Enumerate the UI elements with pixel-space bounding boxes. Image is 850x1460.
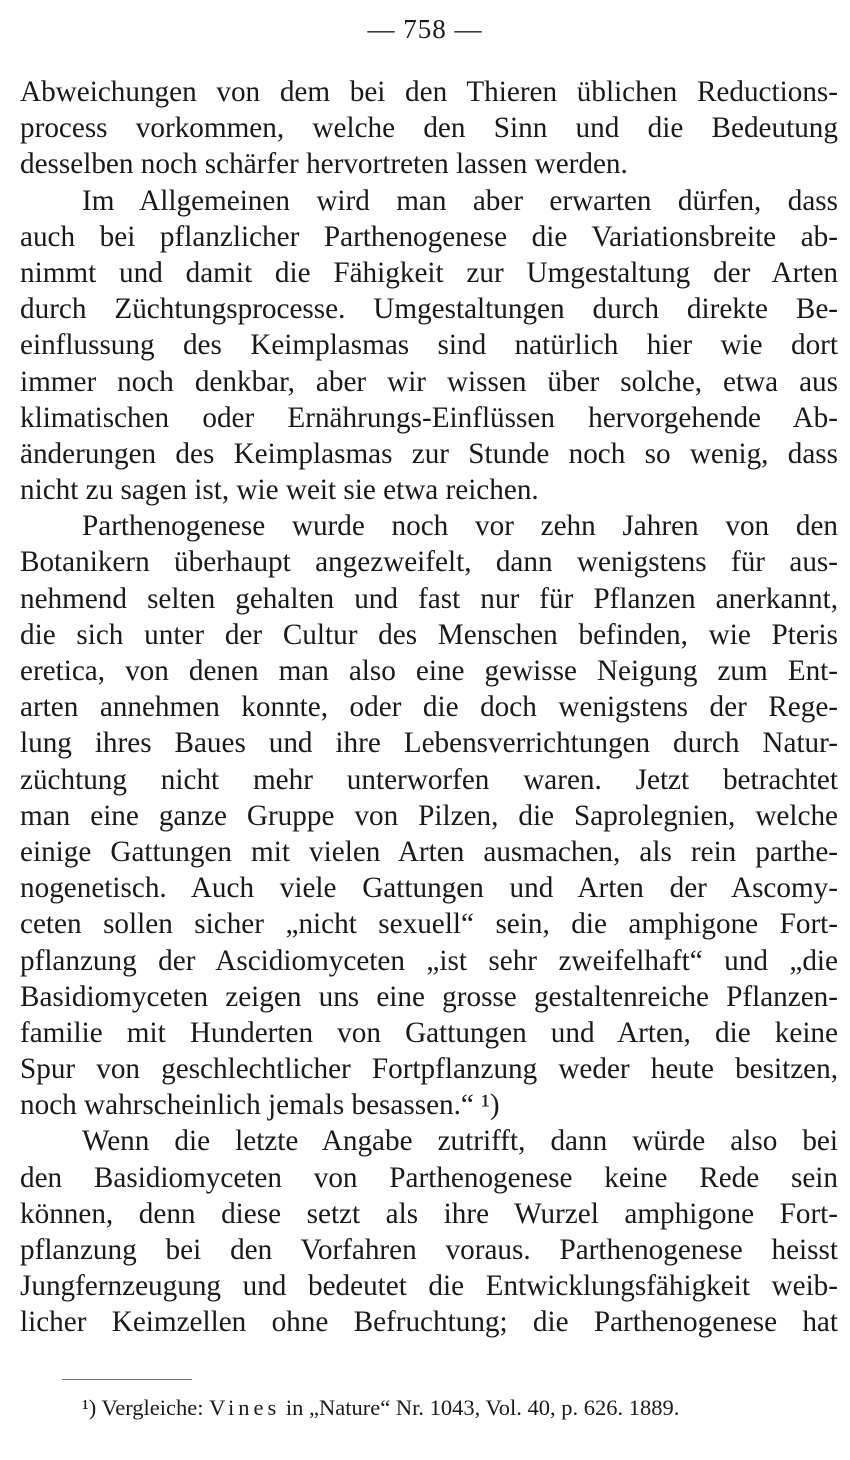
text-line: Abweichungen von dem bei den Thieren üblichen Reductions- <box>20 76 838 108</box>
text-line: klimatischen oder Ernährungs-Einflüssen hervorgehende Ab- <box>20 401 838 434</box>
text-line: Jungfernzeugung und bedeutet die Entwicklungsfähigkeit weib- <box>20 1270 838 1303</box>
footnote-divider <box>62 1379 192 1380</box>
text-line: züchtung nicht mehr unterworfen waren. Jetzt betrachtet <box>20 763 838 796</box>
text-line: ceten sollen sicher „nicht sexuell“ sein, die amphigone Fort- <box>20 908 838 941</box>
text-line: immer noch denkbar, aber wir wissen über solche, etwa aus <box>20 365 838 398</box>
text-line: auch bei pflanzlicher Parthenogenese die Variationsbreite ab- <box>20 220 838 253</box>
text-line: Basidiomyceten zeigen uns eine grosse gestaltenreiche Pflanzen- <box>20 980 838 1013</box>
text-line: nehmend selten gehalten und fast nur für Pflanzen anerkannt, <box>20 582 838 615</box>
text-line: pflanzung der Ascidiomyceten „ist sehr zweifelhaft“ und „die <box>20 944 838 977</box>
text-line: nogenetisch. Auch viele Gattungen und Arten der Ascomy- <box>20 872 838 905</box>
footnote-citation: in „Nature“ Nr. 1043, Vol. 40, p. 626. 1889. <box>285 1395 680 1420</box>
text-line: Im Allgemeinen wird man aber erwarten dürfen, dass <box>82 184 838 217</box>
text-line: nicht zu sagen ist, wie weit sie etwa reichen. <box>20 474 539 507</box>
footnote-author: Vines <box>209 1395 281 1420</box>
footnote-marker: ¹) <box>82 1395 97 1420</box>
text-line: änderungen des Keimplasmas zur Stunde noch so wenig, dass <box>20 437 838 470</box>
body-text <box>20 74 838 1341</box>
text-line: Parthenogenese wurde noch vor zehn Jahren von den <box>82 510 838 543</box>
text-line: Spur von geschlechtlicher Fortpflanzung weder heute besitzen, <box>20 1053 838 1086</box>
text-line: arten annehmen konnte, oder die doch wenigstens der Rege- <box>20 691 838 724</box>
footnote-prefix: Vergleiche: <box>101 1395 204 1420</box>
text-line: desselben noch schärfer hervortreten lassen werden. <box>20 148 628 181</box>
text-line: licher Keimzellen ohne Befruchtung; die Parthenogenese hat <box>20 1306 838 1339</box>
text-line: eretica, von denen man also eine gewisse Neigung zum Ent- <box>20 655 838 687</box>
text-line: Wenn die letzte Angabe zutrifft, dann würde also bei <box>82 1125 838 1158</box>
text-line: durch Züchtungsprocesse. Umgestaltungen durch direkte Be- <box>20 293 838 326</box>
text-line: können, denn diese setzt als ihre Wurzel amphigone Fort- <box>20 1197 838 1230</box>
text-line: die sich unter der Cultur des Menschen befinden, wie Pteris <box>20 618 838 651</box>
text-line: den Basidiomyceten von Parthenogenese keine Rede sein <box>20 1161 838 1194</box>
text-line: familie mit Hunderten von Gattungen und Arten, die keine <box>20 1016 838 1049</box>
text-line: Botanikern überhaupt angezweifelt, dann wenigstens für aus- <box>20 546 838 579</box>
text-line: noch wahrscheinlich jemals besassen.“ ¹) <box>20 1089 500 1122</box>
footnote <box>82 1394 842 1422</box>
text-line: lung ihres Baues und ihre Lebensverrichtungen durch Natur- <box>20 727 838 760</box>
text-line: einige Gattungen mit vielen Arten ausmachen, als rein parthe- <box>20 835 838 868</box>
text-line: einflussung des Keimplasmas sind natürlich hier wie dort <box>20 329 838 362</box>
text-line: pflanzung bei den Vorfahren voraus. Parthenogenese heisst <box>20 1234 838 1266</box>
page-number: — 758 — <box>367 14 483 44</box>
text-line: man eine ganze Gruppe von Pilzen, die Saprolegnien, welche <box>20 799 838 832</box>
text-line: process vorkommen, welche den Sinn und die Bedeutung <box>20 112 838 145</box>
text-line: nimmt und damit die Fähigkeit zur Umgestaltung der Arten <box>20 256 838 289</box>
